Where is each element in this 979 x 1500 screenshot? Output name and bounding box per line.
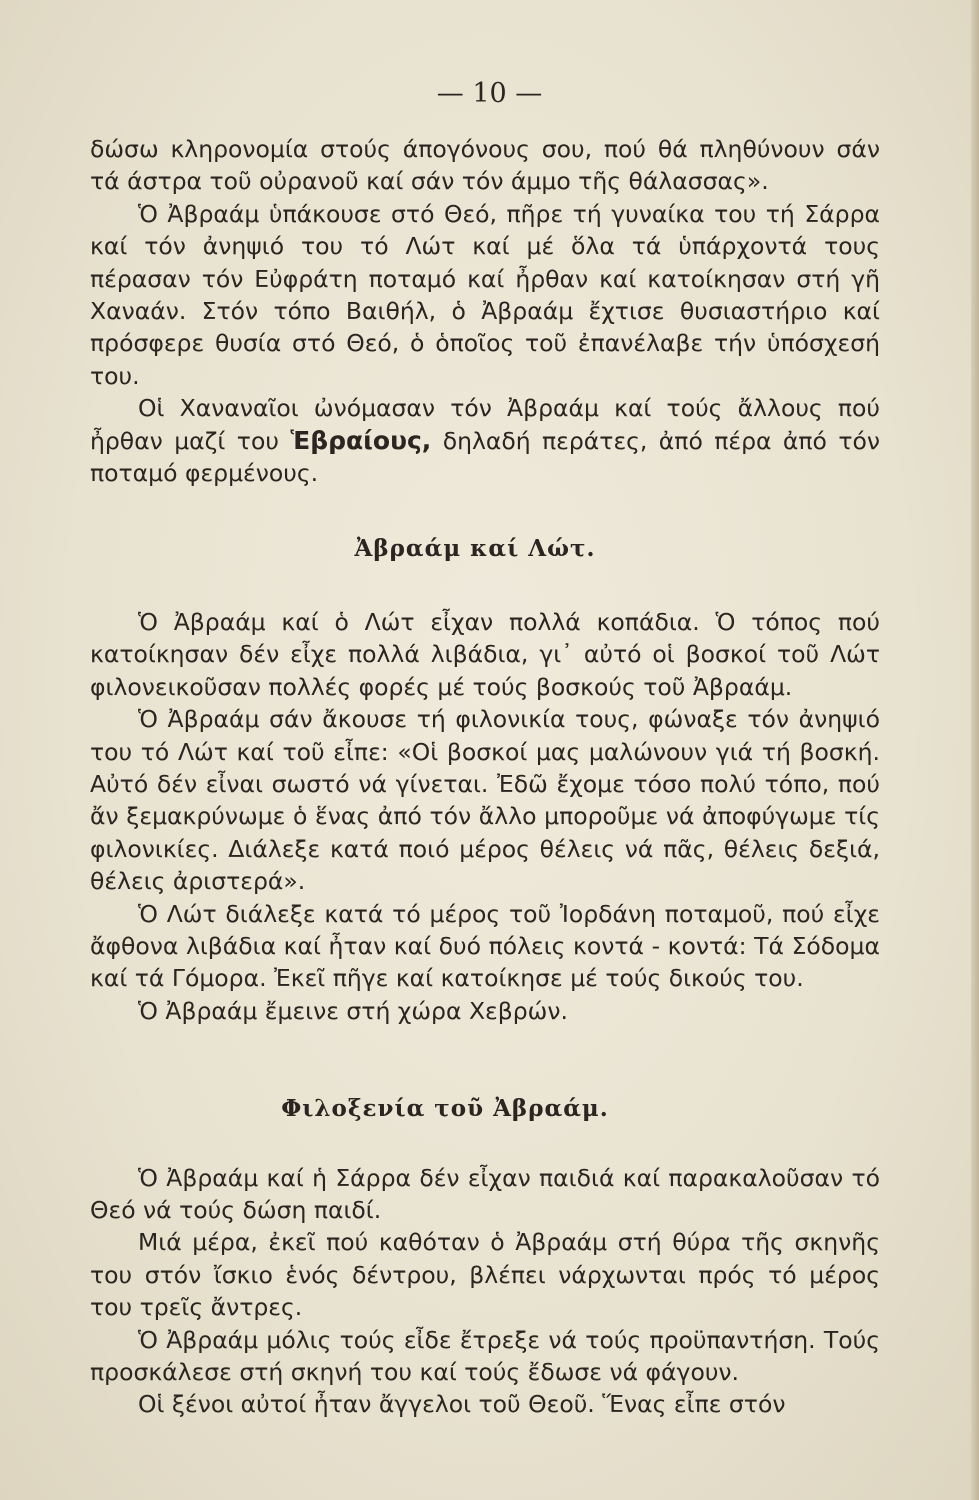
- paragraph-10: Ὁ Ἀβραάμ μόλις τούς εἶδε ἔτρεξε νά τούς προϋπαντήση. Τούς προσκάλεσε στή σκηνή του καί τούς ἔδωσε νά φάγουν.: [90, 1325, 880, 1386]
- paragraph-6: Ὁ Λώτ διάλεξε κατά τό μέρος τοῦ Ἰορδάνη ποταμοῦ, πού εἶχε ἄφθονα λιβάδια καί ἦταν καί δυό πόλεις κοντά - κοντά: Τά Σόδομα καί τά Γόμορα. Ἐκεῖ πῆγε καί κατοίκησε μέ τούς δικούς του.: [90, 899, 880, 993]
- paragraph-3-end: δηλαδή περάτες, ἀπό πέρα ἀπό τόν ποταμό φερμένους.: [90, 426, 880, 488]
- paragraph-8: Ὁ Ἀβραάμ καί ἡ Σάρρα δέν εἶχαν παιδιά καί παρακαλοῦσαν τό Θεό νά τούς δώση παιδί.: [90, 1163, 880, 1224]
- paragraph-2: Ὁ Ἀβραάμ ὑπάκουσε στό Θεό, πῆρε τή γυναίκα του τή Σάρρα καί τόν ἀνηψιό του τό Λώτ καί μέ ὅλα τά ὑπάρχοντά τους πέρασαν τόν Εὐφράτη ποταμό καί ἦρθαν καί κατοίκησαν στή γῆ Χαναάν. Στόν τόπο Βαιθήλ, ὁ Ἀβραάμ ἔχτισε θυσιαστήριο καί πρόσφερε θυσία στό Θεό, ὁ ὁποῖος τοῦ ἐπανέλαβε τήν ὑπόσχεσή του.: [90, 199, 880, 390]
- page-number: — 10 —: [436, 78, 543, 109]
- emphasized-word-hebrews: Ἑβραίους,: [290, 425, 432, 455]
- section-heading-filoxenia: Φιλοξενία τοῦ Ἀβραάμ.: [281, 1095, 609, 1123]
- paragraph-7: Ὁ Ἀβραάμ ἔμεινε στή χώρα Χεβρών.: [138, 996, 568, 1025]
- paragraph-9: Μιά μέρα, ἐκεῖ πού καθόταν ὁ Ἀβραάμ στή θύρα τῆς σκηνῆς του στόν ἴσκιο ἑνός δέντρου, βλέπει νάρχωνται πρός τό μέρος του τρεῖς ἄντρες.: [90, 1228, 880, 1322]
- paragraph-11: Οἱ ξένοι αὐτοί ἦταν ἄγγελοι τοῦ Θεοῦ. Ἕνας εἶπε στόν: [138, 1390, 786, 1419]
- page-edge: [971, 0, 979, 1500]
- paragraph-3-start: Οἱ Χαναναῖοι ὠνόμασαν τόν Ἀβραάμ καί τούς ἄλλους πού ἦρθαν μαζί του: [90, 394, 880, 455]
- paragraph-5: Ὁ Ἀβραάμ σάν ἄκουσε τή φιλονικία τους, φώναξε τόν ἀνηψιό του τό Λώτ καί τοῦ εἶπε: «Οἱ βοσκοί μας μαλώνουν γιά τή βοσκή. Αὐτό δέν εἶναι σωστό νά γίνεται. Ἐδῶ ἔχομε τόσο πολύ τόπο, πού ἄν ξεμακρύνωμε ὁ ἕνας ἀπό τόν ἄλλο μποροῦμε νά ἀποφύγωμε τίς φιλονικίες. Διάλεξε κατά ποιό μέρος θέλεις νά πᾶς, θέλεις δεξιά, θέλεις ἀριστερά».: [90, 705, 880, 896]
- paragraph-3: [90, 392, 880, 489]
- page-body: [90, 133, 880, 1421]
- paragraph-1: δώσω κληρονομία στούς άπογόνους σου, πού θά πληθύνουν σάν τά άστρα τοῦ οὐρανοῦ καί σάν τόν άμμο τῆς θάλασσας».: [90, 135, 880, 196]
- section-heading-abraam-lot: Ἀβραάμ καί Λώτ.: [354, 535, 596, 563]
- paragraph-4: Ὁ Ἀβραάμ καί ὁ Λώτ εἶχαν πολλά κοπάδια. Ὁ τόπος πού κατοίκησαν δέν εἶχε πολλά λιβάδια, γι᾿ αὐτό οἱ βοσκοί τοῦ Λώτ φιλονεικοῦσαν πολλές φορές μέ τούς βοσκούς τοῦ Ἀβραάμ.: [90, 607, 880, 701]
